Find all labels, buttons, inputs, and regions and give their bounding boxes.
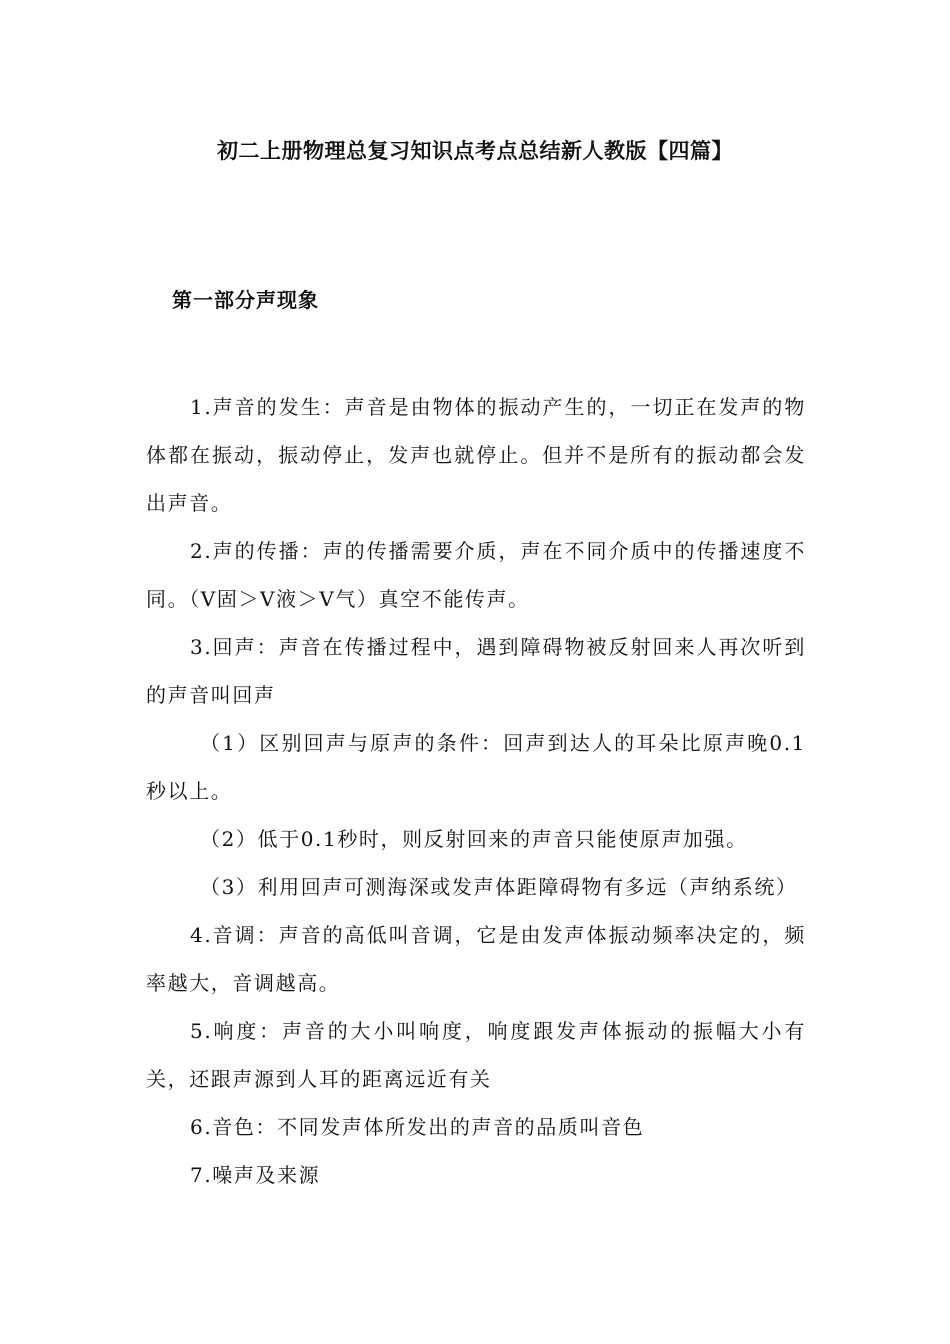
paragraph-noise: 7.噪声及来源	[190, 1163, 321, 1187]
paragraph-loudness: 5.响度：声音的大小叫响度，响度跟发声体振动的振幅大小有关，还跟声源到人耳的距离远近有关	[146, 1019, 806, 1091]
paragraph-echo-sonar: （3）利用回声可测海深或发声体距障碍物有多远（声纳系统）	[200, 875, 798, 899]
document-title: 初二上册物理总复习知识点考点总结新人教版【四篇】	[217, 139, 733, 163]
paragraph-echo: 3.回声：声音在传播过程中，遇到障碍物被反射回来人再次听到的声音叫回声	[146, 635, 806, 707]
section-heading: 第一部分声现象	[172, 288, 319, 312]
paragraph-timbre: 6.音色：不同发声体所发出的声音的品质叫音色	[190, 1115, 645, 1139]
paragraph-sound-propagation: 2.声的传播：声的传播需要介质，声在不同介质中的传播速度不同。（V固＞V液＞V气）真空不能传声。	[146, 539, 806, 611]
paragraph-pitch: 4.音调：声音的高低叫音调，它是由发声体振动频率决定的，频率越大，音调越高。	[146, 923, 806, 995]
paragraph-echo-reinforce: （2）低于0.1秒时，则反射回来的声音只能使原声加强。	[200, 827, 748, 851]
document-body	[146, 383, 806, 1199]
paragraph-echo-condition: （1）区别回声与原声的条件：回声到达人的耳朵比原声晚0.1秒以上。	[146, 731, 806, 803]
paragraph-sound-production: 1.声音的发生：声音是由物体的振动产生的，一切正在发声的物体都在振动，振动停止，发声也就停止。但并不是所有的振动都会发出声音。	[146, 395, 806, 515]
